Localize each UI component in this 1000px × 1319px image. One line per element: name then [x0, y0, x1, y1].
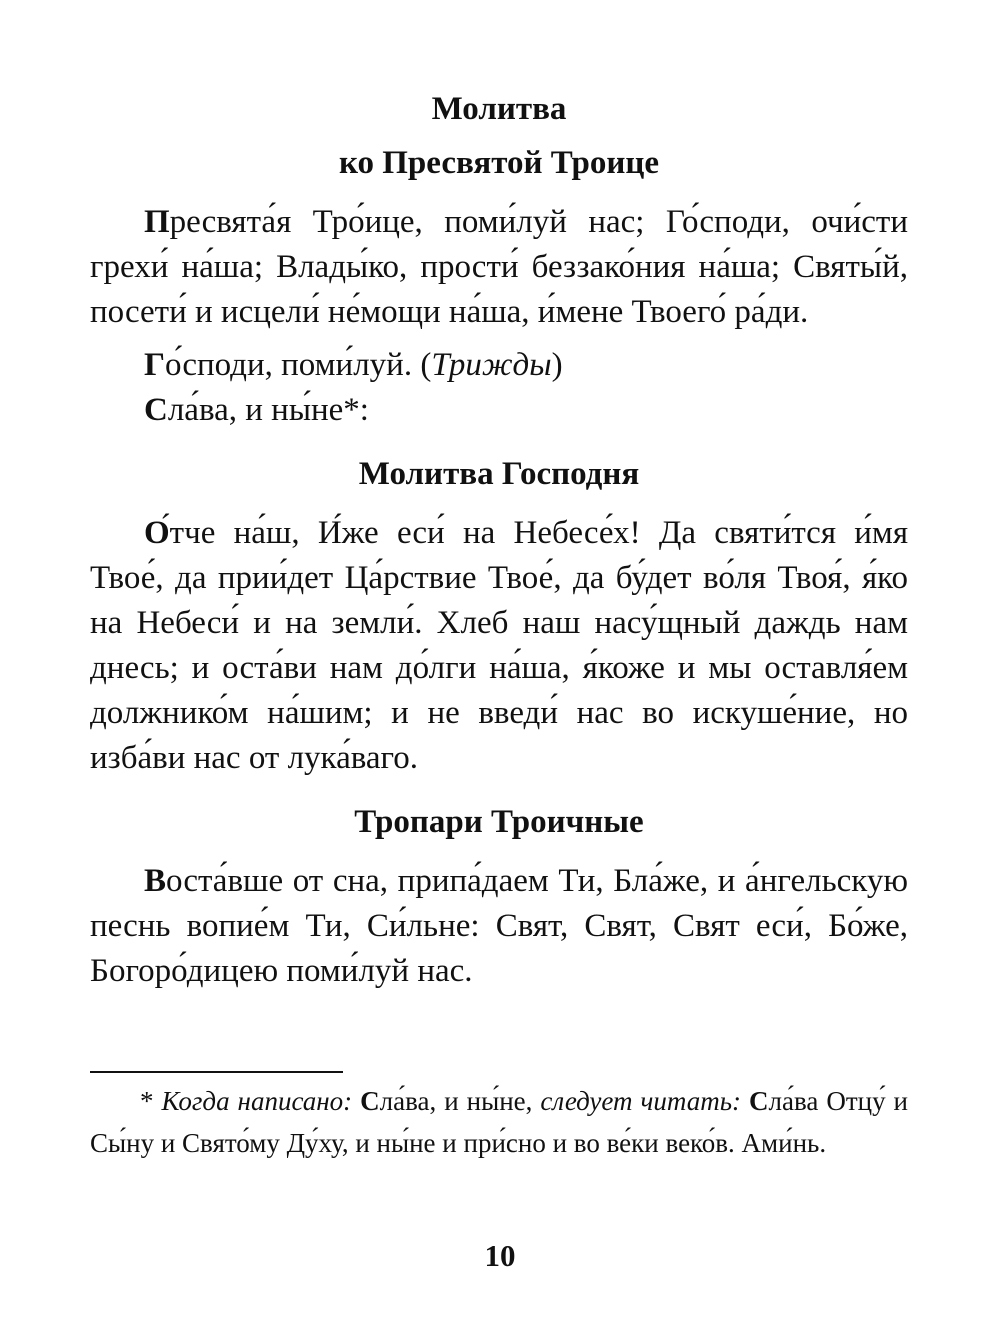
kyrie-close: )	[551, 347, 563, 383]
troparia-body: оста́вше от сна, припа́даем Ти, Бла́же, и а́нгельскую песнь вопие́м Ти, Си́льне: Свят, Свят, Свят еси́, Бо́же, Богоро́дицею поми́луй нас.	[90, 863, 908, 989]
page-number: 10	[484, 1238, 516, 1273]
troparia-initial-letter: В	[144, 863, 167, 899]
footnote-full-text: ла́ва Отцу́ и Сы́ну и Свято́му Ду́ху, и ны́не и при́сно и во ве́ки веко́в. Ами́нь.	[90, 1086, 908, 1158]
footnote-follows: следует читать:	[540, 1086, 742, 1116]
footnote-term-initial: С	[360, 1086, 380, 1116]
lords-prayer-text	[90, 511, 908, 781]
kyrie-line	[90, 343, 908, 388]
trinity-initial-letter: П	[144, 204, 170, 240]
kyrie-note: Трижды	[431, 347, 552, 383]
trinity-prayer-body: ресвята́я Тро́ице, поми́луй нас; Го́споди, очи́сти грехи́ на́ша; Влады́ко, прости́ беззако́ния на́ша; Святы́й, посети́ и исцели́ не́мощи на́ша, и́мене Твоего́ ра́ди.	[90, 204, 908, 330]
lords-prayer-initial-letter: О	[144, 515, 170, 551]
kyrie-initial-letter: Г	[144, 347, 165, 383]
footnote-term: ла́ва, и ны́не,	[379, 1086, 533, 1116]
glory-initial-letter: С	[144, 392, 168, 428]
lords-prayer-title: Молитва Господня	[358, 456, 640, 492]
footnote-full-initial: С	[749, 1086, 769, 1116]
glory-text: ла́ва, и ны́не*:	[167, 392, 369, 428]
footnote-intro: Когда написано:	[161, 1086, 353, 1116]
footnote	[90, 1080, 908, 1164]
lords-prayer-body: ́тче на́ш, И́же еси́ на Небесе́х! Да святи́тся и́мя Твое́, да прии́дет Ца́рствие Твое́, да бу́дет во́ля Твоя́, я́ко на Небеси́ и на земли́. Хлеб наш насу́щный даждь нам днесь; и оста́ви нам до́лги на́ша, я́коже и мы оставля́ем должнико́м на́шим; и не введи́ нас во искуше́ние, но изба́ви нас от лука́ваго.	[90, 515, 908, 776]
troparia-title: Тропари Троичные	[354, 804, 644, 840]
troparia-text	[90, 859, 908, 994]
footnote-star: *	[140, 1086, 162, 1116]
trinity-title-line1: Молитва	[431, 91, 567, 127]
trinity-title-line2: ко Пресвятой Троице	[338, 145, 660, 181]
glory-line	[90, 388, 908, 433]
kyrie-text: о́споди, поми́луй. (	[165, 347, 432, 383]
page-body	[90, 82, 908, 994]
footnote-divider	[90, 1071, 343, 1073]
trinity-prayer-text	[90, 200, 908, 335]
trinity-title	[90, 82, 908, 190]
